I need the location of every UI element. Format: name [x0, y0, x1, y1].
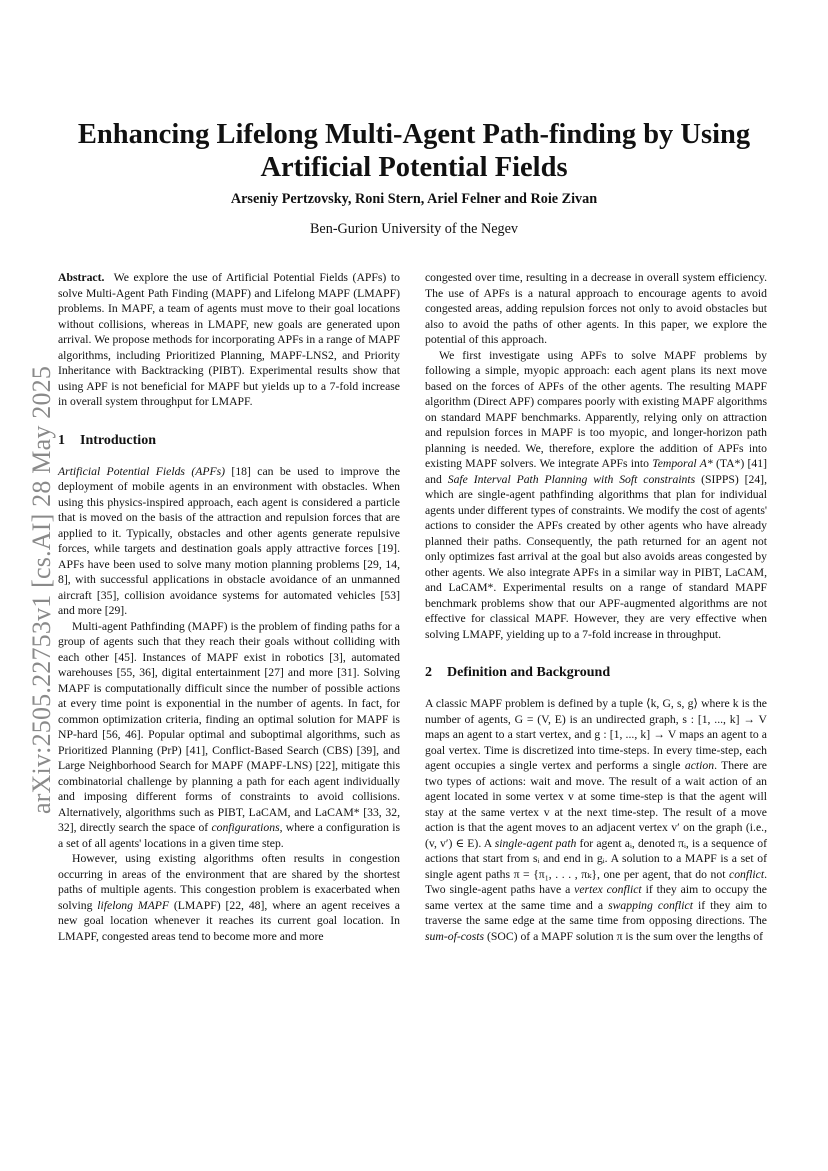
section-number: 2	[425, 665, 432, 680]
abstract-label: Abstract.	[58, 271, 105, 284]
emphasis: conflict	[729, 867, 765, 881]
paragraph-text: However, using existing algorithms often results in congestion occurring in areas of the environment that are shared by the shortest paths of multiple agents. This congestion problem is exacerbated when solving	[58, 852, 400, 912]
paragraph-text: We first investigate using APFs to solve MAPF problems by following a simple, myopic approach: each agent plans its next move based on the forces of APFs of the other agents. The resulting MAPF algorithm (Direct APF) compares poorly with existing MAPF algorithms on standard MAPF benchmarks. Apparently, relying only on attraction and repulsion forces in MAPF is too myopic, and longer-horizon path planning is needed. We, therefore, explore the addition of APFs into existing MAPF solvers. We integrate APFs into	[425, 348, 767, 470]
right-column	[425, 270, 767, 944]
authors: Arseniy Pertzovsky, Roni Stern, Ariel Felner and Roie Zivan	[230, 191, 598, 207]
paragraph-text: (LMAPF) [22, 48], where an agent receives a new goal location whenever it reaches its current goal location. In LMAPF, congested areas tend to become more and more	[58, 898, 400, 943]
affiliation: Ben-Gurion University of the Negev	[309, 221, 519, 237]
paragraph	[58, 464, 400, 619]
emphasis: vertex conflict	[574, 883, 642, 896]
section-title: Introduction	[80, 432, 156, 448]
left-column	[58, 270, 400, 944]
paragraph	[425, 270, 767, 348]
paragraph-text: (SOC) of a MAPF solution π is the sum over the lengths of	[484, 929, 764, 943]
paragraph-text: [18] can be used to improve the deployment of mobile agents in an environment with obstacles. When using this physics-inspired approach, each agent is considered a particle that is moved on the basis of the attraction and repulsion forces that are applied to it. Typically, obstacles and other agents generate repulsive forces, while targets and destination goals apply attractive forces [19]. APFs have been used to solve many motion planning problems [29, 14, 8], with successful applications in obstacle avoidance of an unmanned aircraft [35], collision avoidance systems for automated vehicles [53] and more [29].	[58, 464, 401, 617]
paragraph-text: Multi-agent Pathfinding (MAPF) is the problem of finding paths for a group of agents such that they reach their goals without colliding with each other [45]. Instances of MAPF exist in robotics [3], automated warehouses [55, 36], digital entertainment [27] and more [31]. Solving MAPF is computationally difficult since the number of possible actions at every time point is exponential in the number of agents. In fact, for common optimization criteria, finding an optimal solution for MAPF is NP-hard [56, 46]. Popular optimal and suboptimal algorithms, such as Prioritized Planning (PrP) [41], Conflict-Based Search (CBS) [39], and Large Neighborhood Search for MAPF (MAPF-LNS) [22], mitigate this combinatorial challenge by planning a path for each agent individually and imposing different forms of constraints to avoid collisions. Alternatively, algorithms such as PIBT, LaCAM, and LaCAM* [33, 32, 32], directly search the space of	[58, 619, 400, 834]
emphasis: sum-of-costs	[425, 929, 485, 943]
title-line-2: Artificial Potential Fields	[260, 152, 568, 183]
paragraph	[425, 348, 767, 643]
arxiv-stamp	[22, 340, 62, 840]
emphasis: configurations	[211, 821, 280, 834]
abstract	[58, 270, 400, 410]
paragraph	[58, 619, 400, 852]
paragraph-text: if they aim to occupy the same vertex at the same time and a	[425, 883, 767, 912]
paragraph-text: (SIPPS) [24], which are single-agent pathfinding algorithms that plan for individual agents under different types of constraints. We modify the cost of agents' actions to consider the APFs created by other agents who have already planned their paths. Consequently, the path returned for an agent not only optimizes fast arrival at the goal but also avoids areas congested by other agents. We also integrate APFs in a similar way in PIBT, LaCAM, and LaCAM*. Experimental results on a range of standard MAPF benchmark problems show that our APF-augmented algorithms are not effective for classical MAPF. However, they are very effective when solving LMAPF, yielding up to a 7-fold increase in throughput.	[425, 472, 767, 641]
emphasis: Artificial Potential Fields (APFs)	[58, 464, 226, 478]
paragraph-text: , where a configuration is a set of all agents' locations in a given time step.	[58, 821, 400, 850]
section-heading-introduction	[58, 432, 400, 450]
paragraph-text: A classic MAPF problem is defined by a tuple ⟨k, G, s, g⟩ where k is the number of agents, G = (V, E) is an undirected graph, s : [1, ..., k] → V maps an agent to a start vertex, and g : [1, ..., k] → V maps an agent to a goal vertex. Time is discretized into time-steps. In every time-step, each agent occupies a single vertex and performs a single	[425, 697, 767, 772]
section-number: 1	[58, 432, 65, 448]
paragraph	[425, 696, 767, 944]
paragraph-text: (TA*) [41] and	[425, 457, 768, 486]
paragraph-text: . There are two types of actions: wait and move. The result of a wait action of an agent located in some vertex v at some time-step is that the agent will stay at the same vertex v at the next time-step. The result of a move action is that the agent moves to an adjacent vertex v′ on the graph (i.e., (v, v′) ∈ E). A	[425, 759, 767, 850]
paragraph	[58, 851, 400, 944]
paper-title	[60, 118, 768, 184]
section-title: Definition and Background	[447, 665, 611, 680]
emphasis: lifelong MAPF	[97, 898, 169, 912]
paragraph-text: if they aim to traverse the same edge at the same time from opposing directions. The	[425, 898, 767, 927]
emphasis: Safe Interval Path Planning with Soft constraints	[447, 472, 696, 486]
paragraph-text: . Two single-agent paths have a	[425, 867, 767, 896]
section-heading-background	[425, 664, 767, 682]
paragraph-text: congested over time, resulting in a decrease in overall system efficiency. The use of APFs is a natural approach to encourage agents to avoid congested areas, adding repulsion forces not only to avoid obstacles but also to avoid the paths of other agents. In this paper, we explore the potential of this approach.	[425, 271, 767, 346]
emphasis: single-agent path	[494, 836, 577, 850]
emphasis: action	[684, 759, 715, 772]
abstract-text: We explore the use of Artificial Potential Fields (APFs) to solve Multi-Agent Path Finding (MAPF) and Lifelong MAPF (LMAPF) problems. In MAPF, a team of agents must move to their goal locations without collisions, whereas in LMAPF, new goals are generated upon arrival. We propose methods for incorporating APFs in a range of MAPF algorithms, including Prioritized Planning, MAPF-LNS2, and Priority Inheritance with Backtracking (PIBT). Experimental results show that using APF is not beneficial for MAPF but yields up to a 7-fold increase in overall system throughput for LMAPF.	[58, 271, 401, 408]
arxiv-id: arXiv:2505.22753v1 [cs.AI] 28 May 2025	[27, 365, 56, 815]
emphasis: swapping conflict	[608, 898, 693, 912]
paragraph-text: for agent aᵢ, denoted πᵢ, is a sequence of actions that start from sᵢ and end in gᵢ. A solution to a MAPF is a set of single agent paths π = {π₁, . . . , πₖ}, one per agent, that do not	[425, 836, 767, 881]
emphasis: Temporal A*	[652, 457, 713, 470]
title-line-1: Enhancing Lifelong Multi-Agent Path-finding by Using	[77, 119, 751, 150]
